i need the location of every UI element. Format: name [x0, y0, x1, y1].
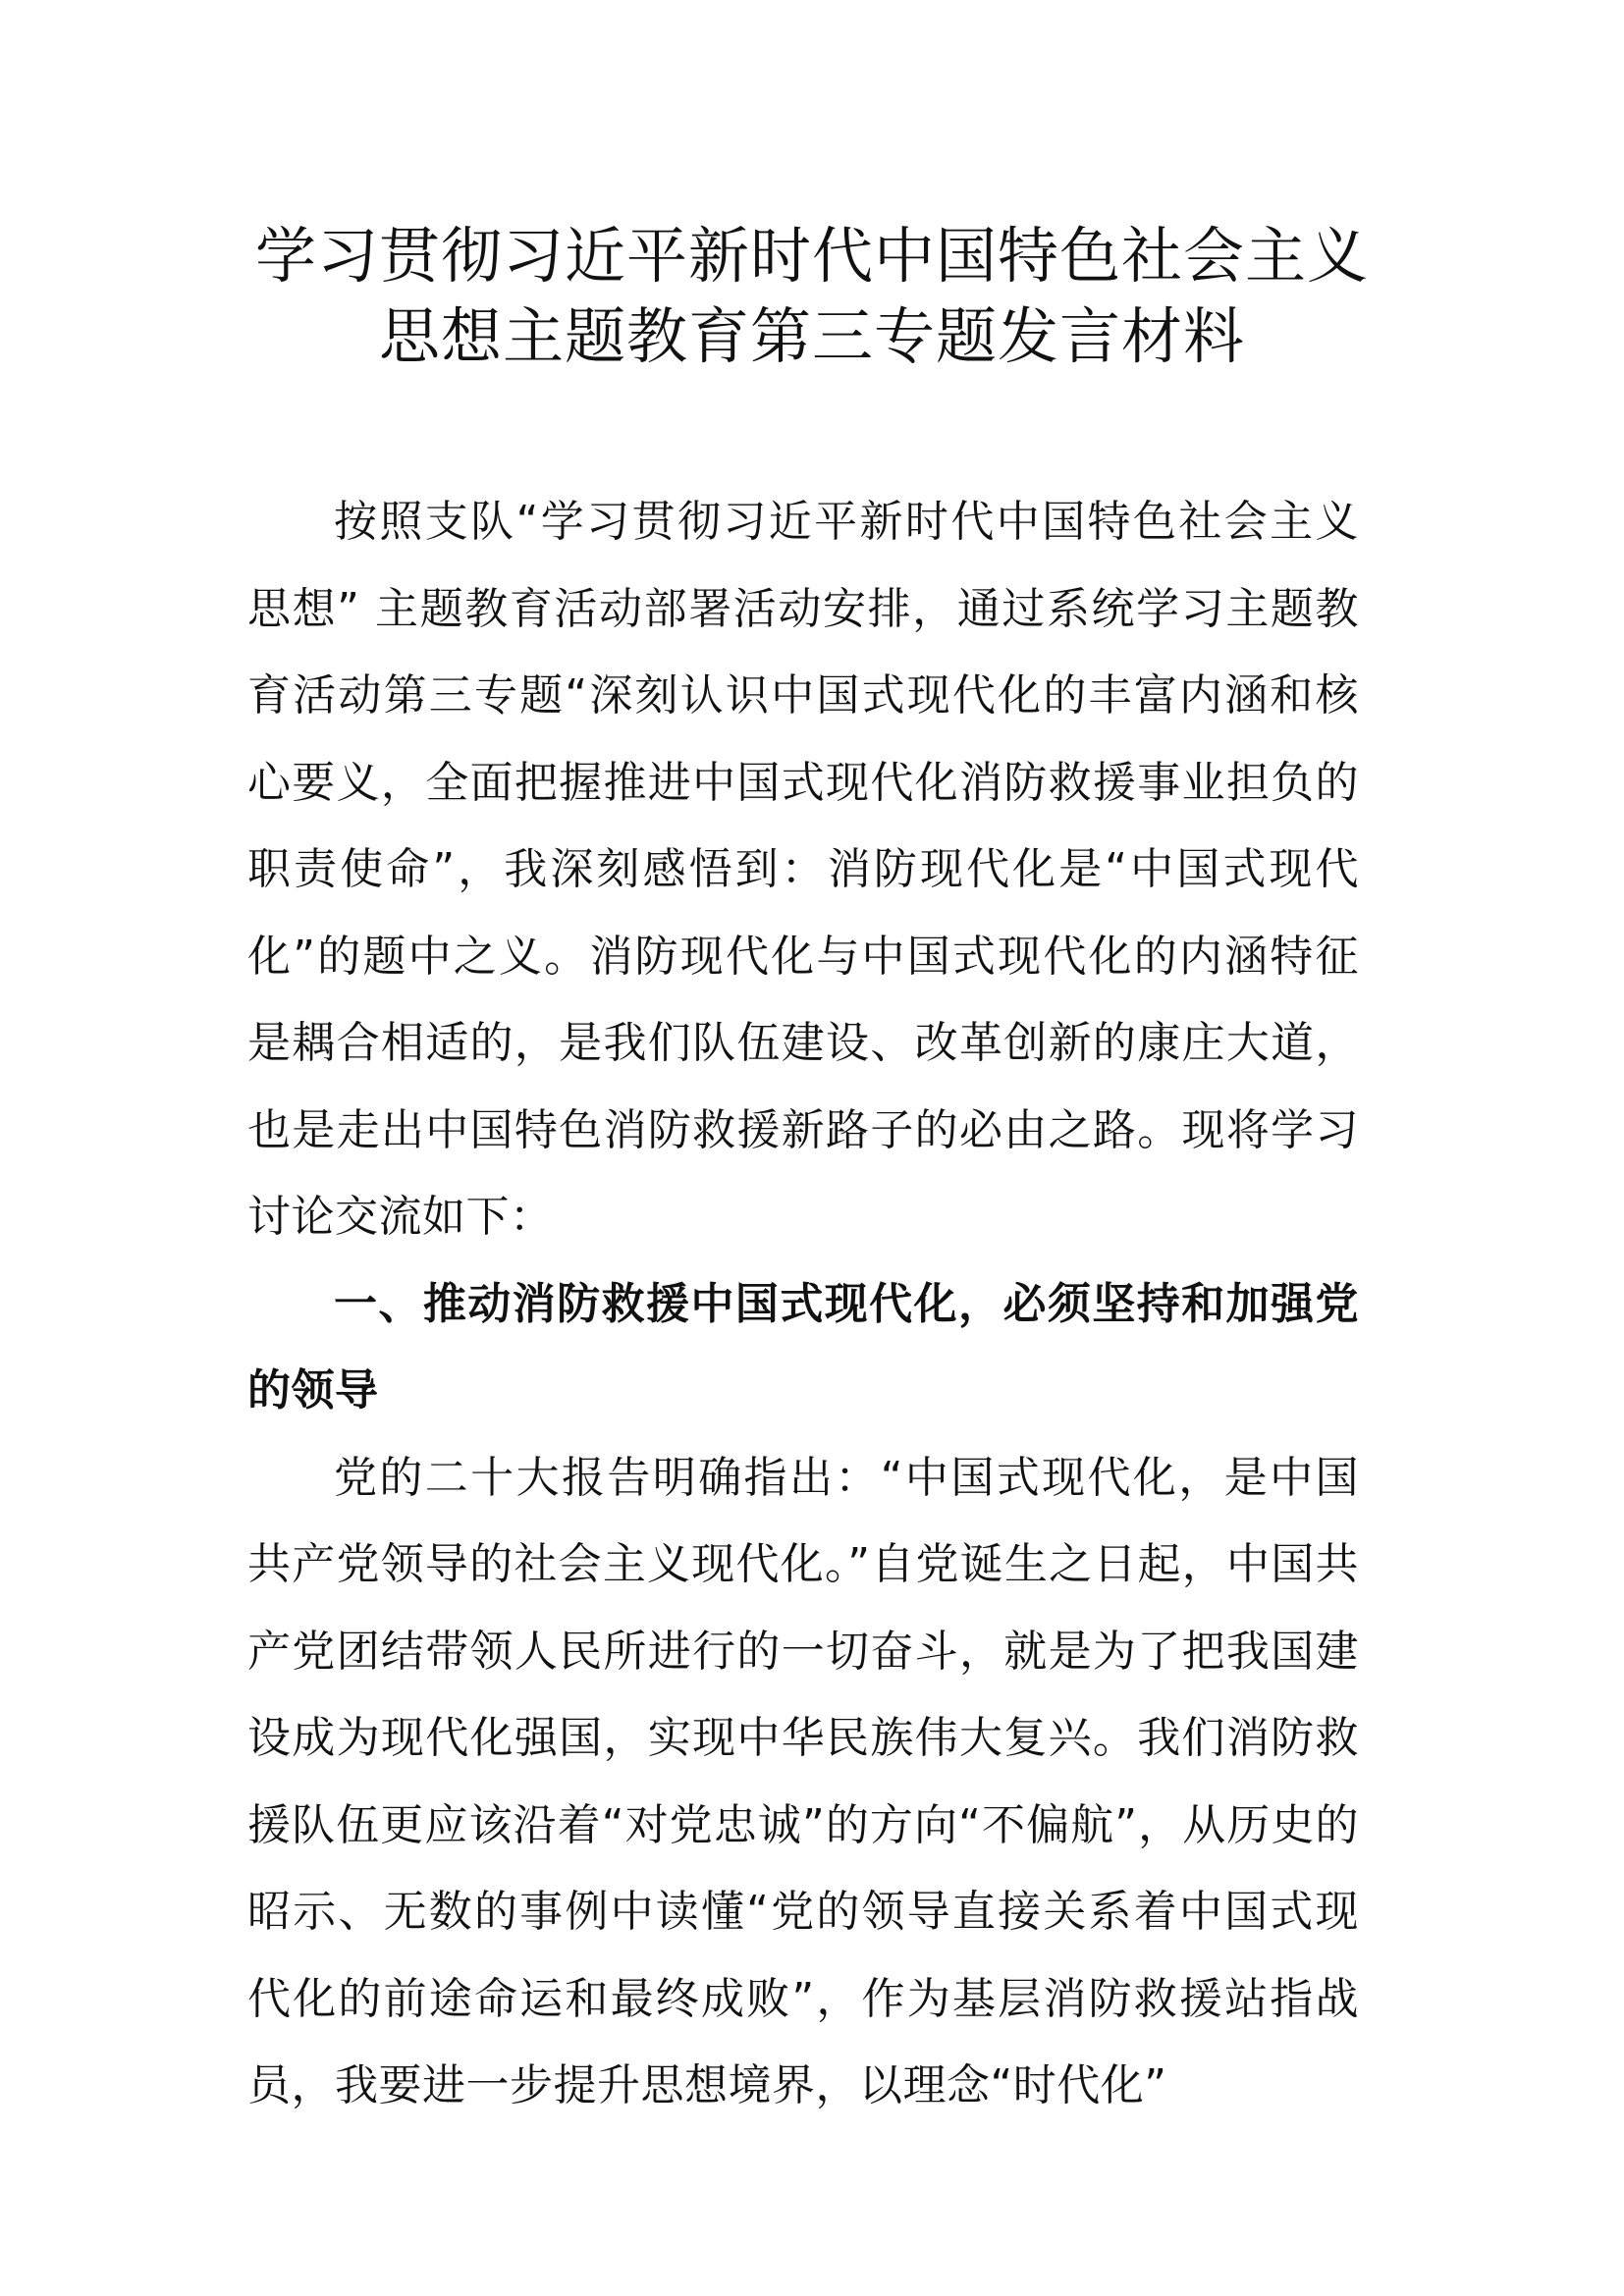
title-line-1: 学习贯彻习近平新时代中国特色社会主义: [254, 220, 1369, 292]
title-line-2: 思想主题教育第三专题发言材料: [378, 300, 1245, 372]
section-heading-1: 一、推动消防救援中国式现代化，必须坚持和加强党的领导: [247, 1278, 1359, 1415]
document-body: [247, 479, 1359, 2130]
intro-paragraph: 按照支队“学习贯彻习近平新时代中国特色社会主义思想” 主题教育活动部署活动安排，通过系统学习主题教育活动第三专题“深刻认识中国式现代化的丰富内涵和核心要义，全面把握推进中国式现代化消防救援事业担负的职责使命”，我深刻感悟到：消防现代化是“中国式现代化”的题中之义。消防现代化与中国式现代化的内涵特征是耦合相适的，是我们队伍建设、改革创新的康庄大道，也是走出中国特色消防救援新路子的必由之路。现将学习讨论交流如下：: [247, 497, 1359, 1242]
section-1-paragraph: 党的二十大报告明确指出：“中国式现代化，是中国共产党领导的社会主义现代化。”自党诞生之日起，中国共产党团结带领人民所进行的一切奋斗，就是为了把我国建设成为现代化强国，实现中华民族伟大复兴。我们消防救援队伍更应该沿着“对党忠诚”的方向“不偏航”，从历史的昭示、无数的事例中读懂“党的领导直接关系着中国式现代化的前途命运和最终成败”，作为基层消防救援站指战员，我要进一步提升思想境界，以理念“时代化”: [247, 1452, 1359, 2110]
document-title: [196, 216, 1428, 377]
